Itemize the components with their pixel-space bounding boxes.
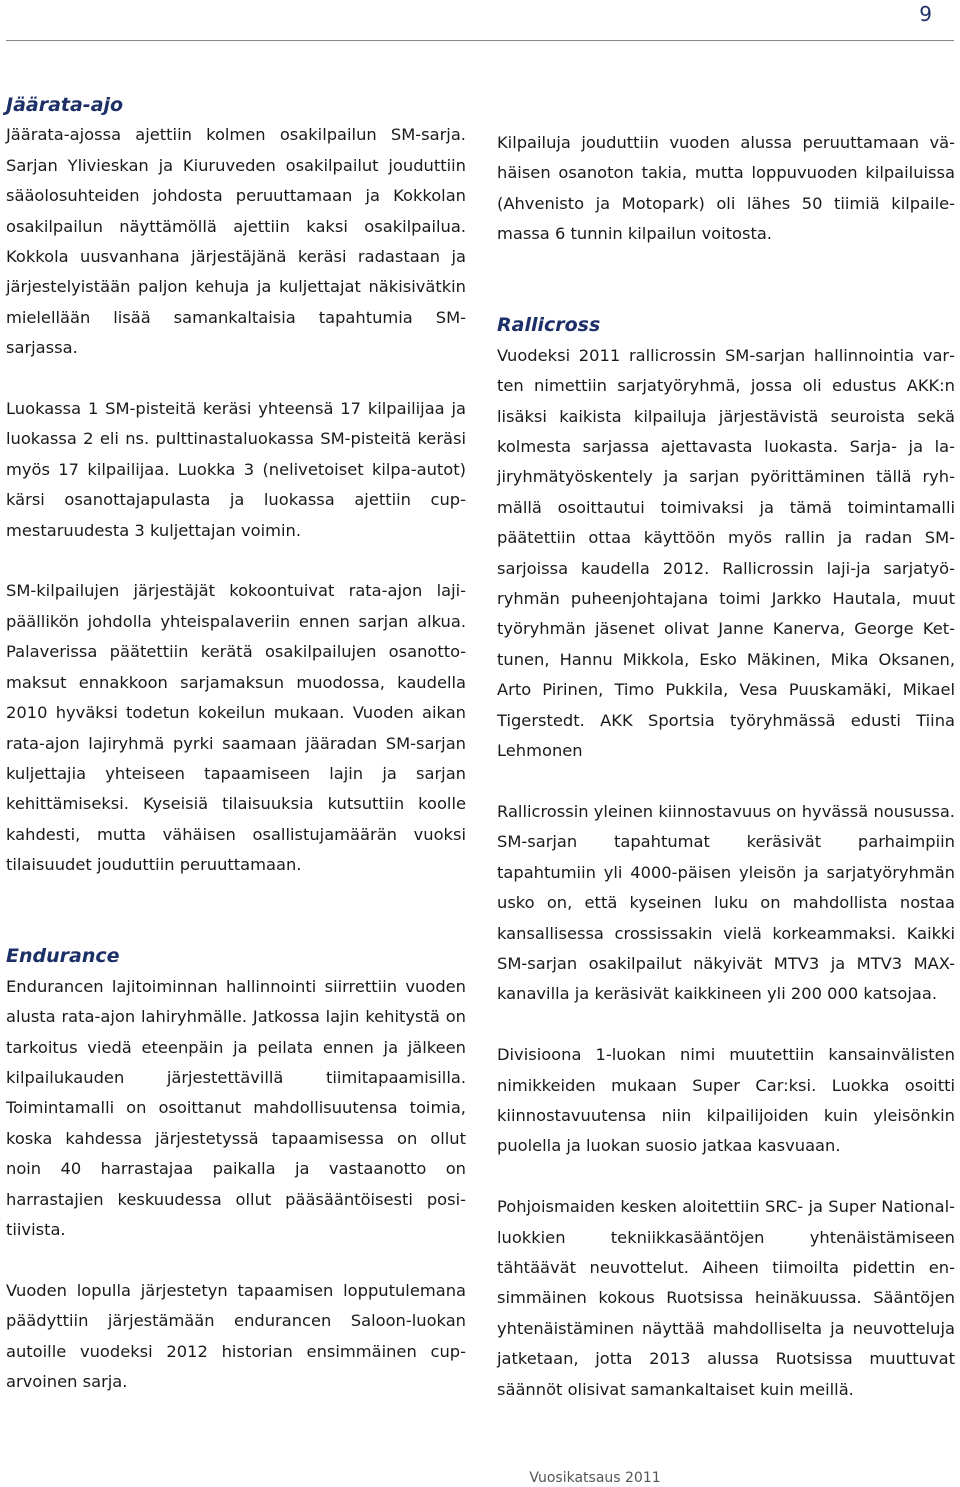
header-divider (6, 40, 954, 41)
page-footer: Vuosikatsaus 2011 (529, 1470, 661, 1486)
paragraph: Vuoden lopulla järjestetyn tapaamisen lopputulemana päädyttiin järjestämään endurancen Saloon-luokan autoille vuodeksi 2012 historian ensimmäinen cup-arvoinen sarja. (6, 1280, 466, 1391)
left-column (6, 90, 466, 1397)
paragraph: SM-kilpailujen järjestäjät kokoontuivat rata-ajon lajipäällikön johdolla yhteispalaveriin ennen sarjan alkua. Palaverissa päätettiin kerätä osakilpailujen osanottomaksut ennakkoon sarjamaksun muodossa, kaudella 2010 hyväksi todetun kokeilun mukaan. Vuoden aikan rata-ajon lajiryhmä pyrki saamaan jääradan SM-sarjan kuljettajia yhteiseen tapaamiseen lajin ja sarjan kehittämiseksi. Kyseisiä tilaisuuksia kutsuttiin koolle kahdesti, mutta vähäisen osallistujamäärän vuoksi tilaisuudet jouduttiin peruuttamaan. (6, 581, 466, 875)
paragraph: Kilpailuja jouduttiin vuoden alussa peruuttamaan vähäisen osanoton takia, mutta loppuvuoden kilpailuissa (Ahvenisto ja Motopark) oli lähes 50 tiimiä kilpailemassa 6 tunnin kilpailun voitosta. (497, 133, 955, 244)
page-number: 9 (919, 2, 932, 26)
paragraph: Vuodeksi 2011 rallicrossin SM-sarjan hallinnointia varten nimettiin sarjatyöryhmä, jossa oli edustus AKK:n lisäksi kaikista kilpailuja järjestävistä seuroista sekä kolmesta sarjassa ajettavasta luokasta. Sarja- ja lajiryhmätyöskentely ja sarjan pyörittäminen tällä ryhmällä osoittautui toimivaksi ja tämä toimintamalli päätettiin ottaa käyttöön myös rallin ja radan SM-sarjoissa kaudella 2012. Rallicrossin laji-ja sarjatyöryhmän puheenjohtajana toimi Jarkko Hautala, muut työryhmän jäsenet olivat Janne Kanerva, George Kettunen, Hannu Mikkola, Esko Mäkinen, Mika Oksanen, Arto Pirinen, Timo Pukkila, Vesa Puuskamäki, Mikael Tigerstedt. AKK Sportsia työryhmässä edusti Tiina Lehmonen (497, 345, 955, 761)
section-title-endurance: Endurance (6, 945, 120, 968)
paragraph: Divisioona 1-luokan nimi muutettiin kansainvälisten nimikkeiden mukaan Super Car:ksi. Luokka osoitti kiinnostavuutensa niin kilpailijoiden kuin yleisönkin puolella ja luokan suosio jatkaa kasvuaan. (497, 1045, 955, 1156)
paragraph: Jäärata-ajossa ajettiin kolmen osakilpailun SM-sarja. Sarjan Ylivieskan ja Kiuruveden osakilpailut jouduttiin sääolosuhteiden johdosta peruuttamaan ja Kokkolan osakilpailun näyttämöllä ajettiin kaksi osakilpailua. Kokkola uusvanhana järjestäjänä keräsi radastaan ja järjestelyistään paljon kehuja ja kuljettajat näkisivätkin mielellään lisää samankaltaisia tapahtumia SM-sarjassa. (6, 125, 466, 358)
paragraph: Luokassa 1 SM-pisteitä keräsi yhteensä 17 kilpailijaa ja luokassa 2 eli ns. pulttinastaluokassa SM-pisteitä keräsi myös 17 kilpailijaa. Luokka 3 (nelivetoiset kilpa-autot) kärsi osanottajapulasta ja luokassa ajettiin cup-mestaruudesta 3 kuljettajan voimin. (6, 399, 466, 540)
paragraph: Endurancen lajitoiminnan hallinnointi siirrettiin vuoden alusta rata-ajon lahiryhmälle. Jatkossa lajin kehitystä on tarkoitus viedä eteenpäin ja peilata ennen ja jälkeen kilpailukauden järjestettävillä tiimitapaamisilla. Toimintamalli on osoittanut mahdollisuutensa toimia, koska kahdessa järjestetyssä tapaamisessa on ollut noin 40 harrastajaa paikalla ja vastaanotto on harrastajien keskuudessa ollut pääsääntöisesti positiivista. (6, 976, 466, 1239)
right-column (497, 128, 955, 1405)
section-title-rallicross: Rallicross (497, 314, 601, 337)
paragraph: Rallicrossin yleinen kiinnostavuus on hyvässä nousussa. SM-sarjan tapahtumat keräsivät parhaimpiin tapahtumiin yli 4000-päisen yleisön ja sarjatyöryhmän usko on, että kyseinen luku on mahdollista nostaa kansallisessa crossissakin vielä korkeammaksi. Kaikki SM-sarjan osakilpailut näkyivät MTV3 ja MTV3 MAX- kanavilla ja keräsivät kaikkineen yli 200 000 katsojaa. (497, 801, 955, 1004)
paragraph: Pohjoismaiden kesken aloitettiin SRC- ja Super National-luokkien tekniikkasääntöjen yhtenäistämiseen tähtäävät neuvottelut. Aiheen tiimoilta pidettin ensimmäinen kokous Ruotsissa heinäkuussa. Sääntöjen yhtenäistäminen näyttää mahdolliselta ja neuvotteluja jatketaan, jotta 2013 alussa Ruotsissa muuttuvat säännöt olisivat samankaltaiset kuin meillä. (497, 1197, 955, 1399)
section-title-jaarata-ajo: Jäärata-ajo (6, 94, 124, 116)
